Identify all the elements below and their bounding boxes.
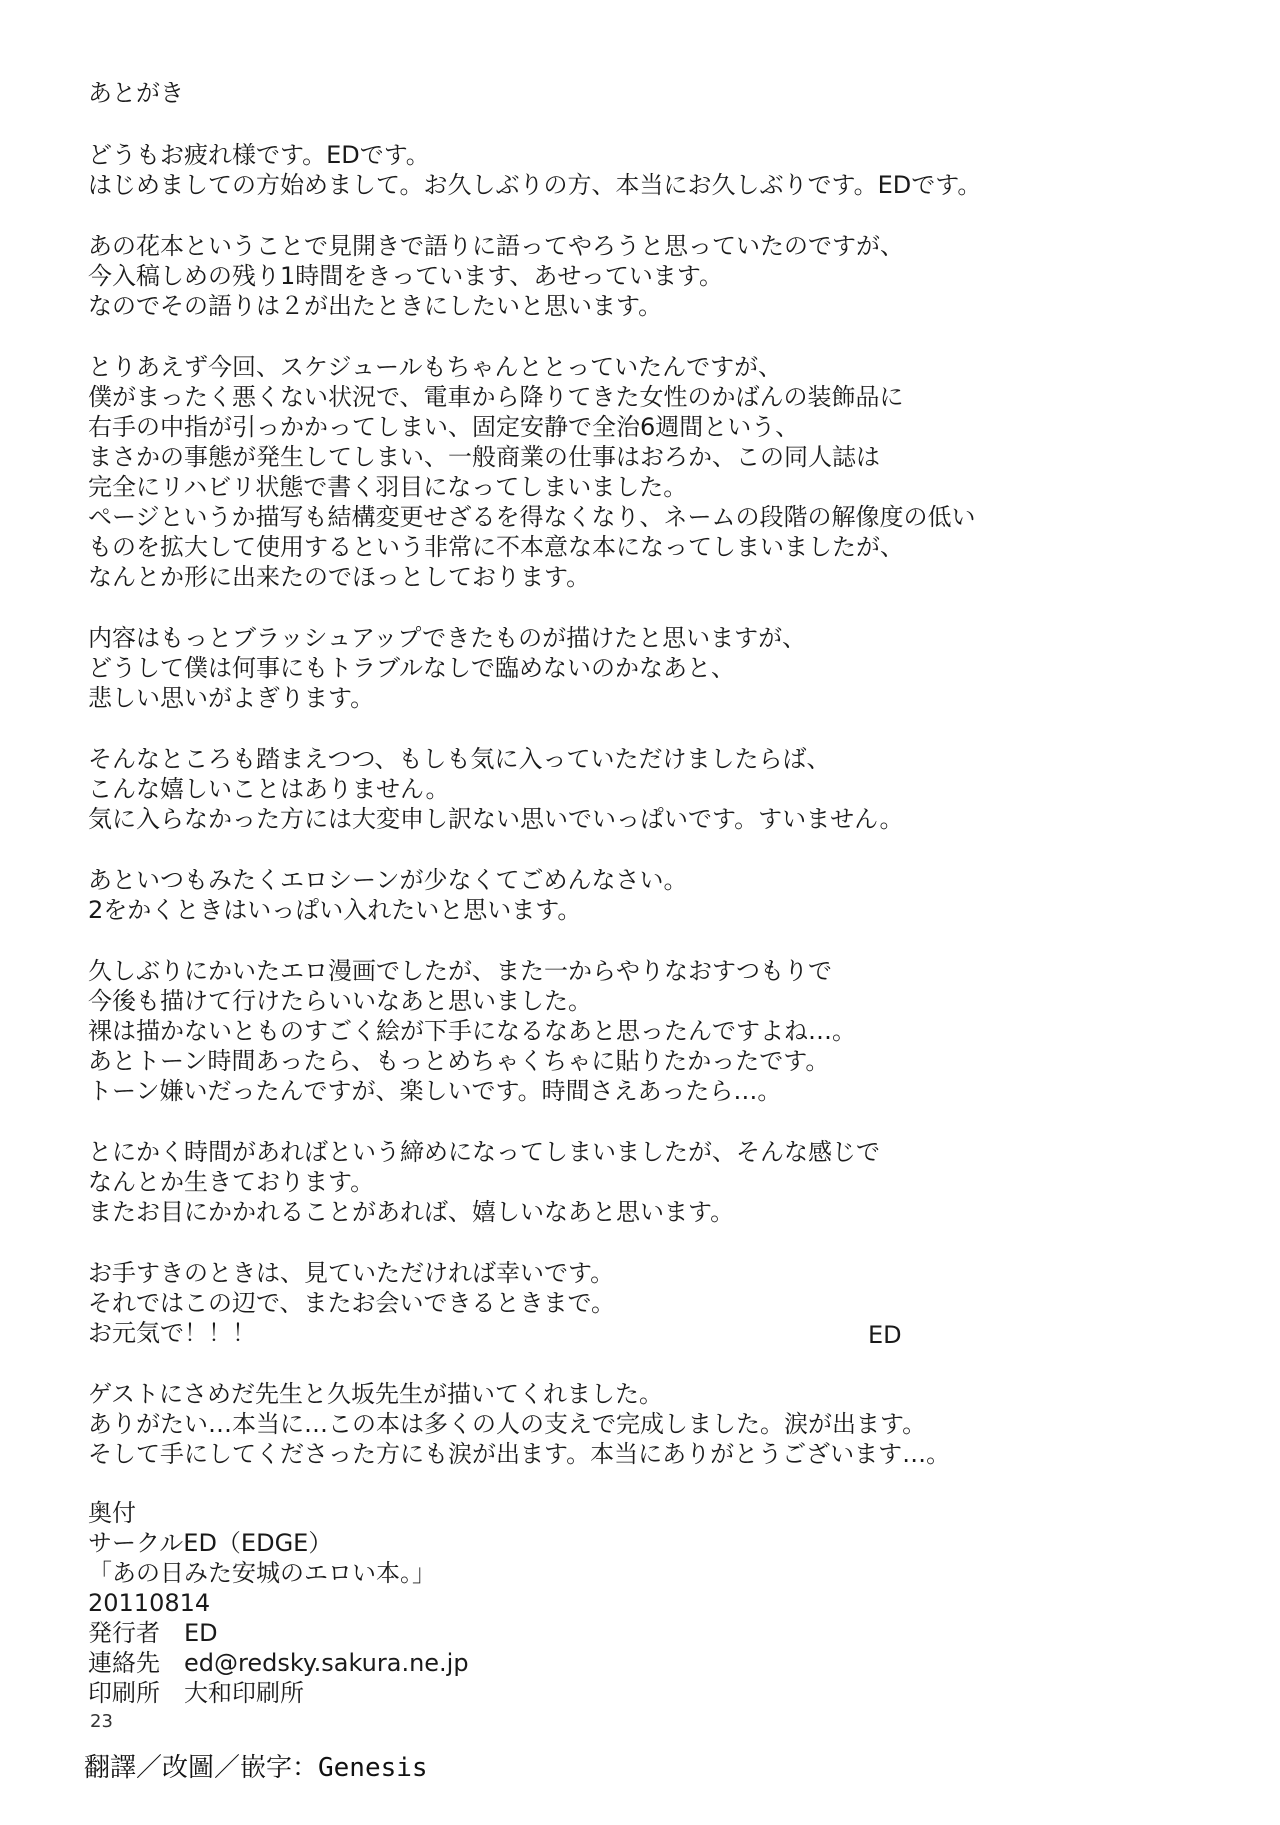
body-line: 右手の中指が引っかかってしまい、固定安静で全治6週間という、 <box>88 413 800 441</box>
body-line: そんなところも踏まえつつ、もしも気に入っていただけましたらば、 <box>88 745 831 773</box>
body-line: まさかの事態が発生してしまい、一般商業の仕事はおろか、この同人誌は <box>88 443 880 471</box>
body-line: なんとか生きております。 <box>88 1168 375 1196</box>
body-line: ページというか描写も結構変更せざるを得なくなり、ネームの段階の解像度の低い <box>88 503 976 531</box>
translation-credit: 翻譯／改圖／嵌字：Genesis <box>84 1753 428 1783</box>
body-line: 僕がまったく悪くない状況で、電車から降りてきた女性のかばんの装飾品に <box>88 383 904 411</box>
afterword-title: あとがき <box>88 79 184 107</box>
body-line: ものを拡大して使用するという非常に不本意な本になってしまいましたが、 <box>88 533 904 561</box>
body-line: お元気で！！！ <box>88 1319 256 1347</box>
body-line: 2をかくときはいっぱい入れたいと思います。 <box>88 896 582 924</box>
body-line: 内容はもっとブラッシュアップできたものが描けたと思いますが、 <box>88 624 807 652</box>
body-line: 今入稿しめの残り1時間をきっています、あせっています。 <box>88 262 723 290</box>
colophon-contact: 連絡先 ed@redsky.sakura.ne.jp <box>88 1649 469 1677</box>
body-line: ありがたい…本当に…この本は多くの人の支えで完成しました。涙が出ます。 <box>88 1410 927 1438</box>
body-line: なんとか形に出来たのでほっとしております。 <box>88 563 591 591</box>
colophon-date: 20110814 <box>88 1589 211 1617</box>
page-number: 23 <box>90 1711 113 1732</box>
body-line: それではこの辺で、またお会いできるときまで。 <box>88 1289 616 1317</box>
afterword-body <box>88 140 1208 1469</box>
body-line: 悲しい思いがよぎります。 <box>88 684 375 712</box>
body-line: あの花本ということで見開きで語りに語ってやろうと思っていたのですが、 <box>88 232 904 260</box>
body-line: ゲストにさめだ先生と久坂先生が描いてくれました。 <box>88 1380 664 1408</box>
colophon-circle: サークルED（EDGE） <box>88 1529 333 1557</box>
body-line: そして手にしてくださった方にも涙が出ます。本当にありがとうございます…。 <box>88 1440 951 1468</box>
body-line: とりあえず今回、スケジュールもちゃんととっていたんですが、 <box>88 353 783 381</box>
body-line: なのでその語りは２が出たときにしたいと思います。 <box>88 292 663 320</box>
body-line: あといつもみたくエロシーンが少なくてごめんなさい。 <box>88 866 688 894</box>
body-line: またお目にかかれることがあれば、嬉しいなあと思います。 <box>88 1198 735 1226</box>
body-line: どうして僕は何事にもトラブルなしで臨めないのかなあと、 <box>88 654 736 682</box>
colophon-book-title: 「あの日みた安城のエロい本。」 <box>88 1559 436 1587</box>
body-line: お手すきのときは、見ていただければ幸いです。 <box>88 1259 615 1287</box>
body-line: 久しぶりにかいたエロ漫画でしたが、また一からやりなおすつもりで <box>88 957 832 985</box>
body-line: トーン嫌いだったんですが、楽しいです。時間さえあったら…。 <box>88 1077 782 1105</box>
body-line: どうもお疲れ様です。EDです。 <box>88 141 430 169</box>
body-line: こんな嬉しいことはありません。 <box>88 775 450 803</box>
body-line: 気に入らなかった方には大変申し訳ない思いでいっぱいです。すいません。 <box>88 805 904 833</box>
body-line: 完全にリハビリ状態で書く羽目になってしまいました。 <box>88 473 688 501</box>
author-signature: ED <box>868 1321 902 1349</box>
body-line: 今後も描けて行けたらいいなあと思いました。 <box>88 987 592 1015</box>
body-line: あとトーン時間あったら、もっとめちゃくちゃに貼りたかったです。 <box>88 1047 830 1075</box>
colophon-printer: 印刷所 大和印刷所 <box>88 1679 304 1707</box>
colophon <box>88 1498 469 1708</box>
colophon-heading: 奥付 <box>88 1499 136 1527</box>
body-line: とにかく時間があればという締めになってしまいましたが、そんな感じで <box>88 1138 880 1166</box>
body-line: 裸は描かないとものすごく絵が下手になるなあと思ったんですよね…。 <box>88 1017 856 1045</box>
colophon-publisher: 発行者 ED <box>88 1619 218 1647</box>
body-line: はじめましての方始めまして。お久しぶりの方、本当にお久しぶりです。EDです。 <box>88 171 982 199</box>
